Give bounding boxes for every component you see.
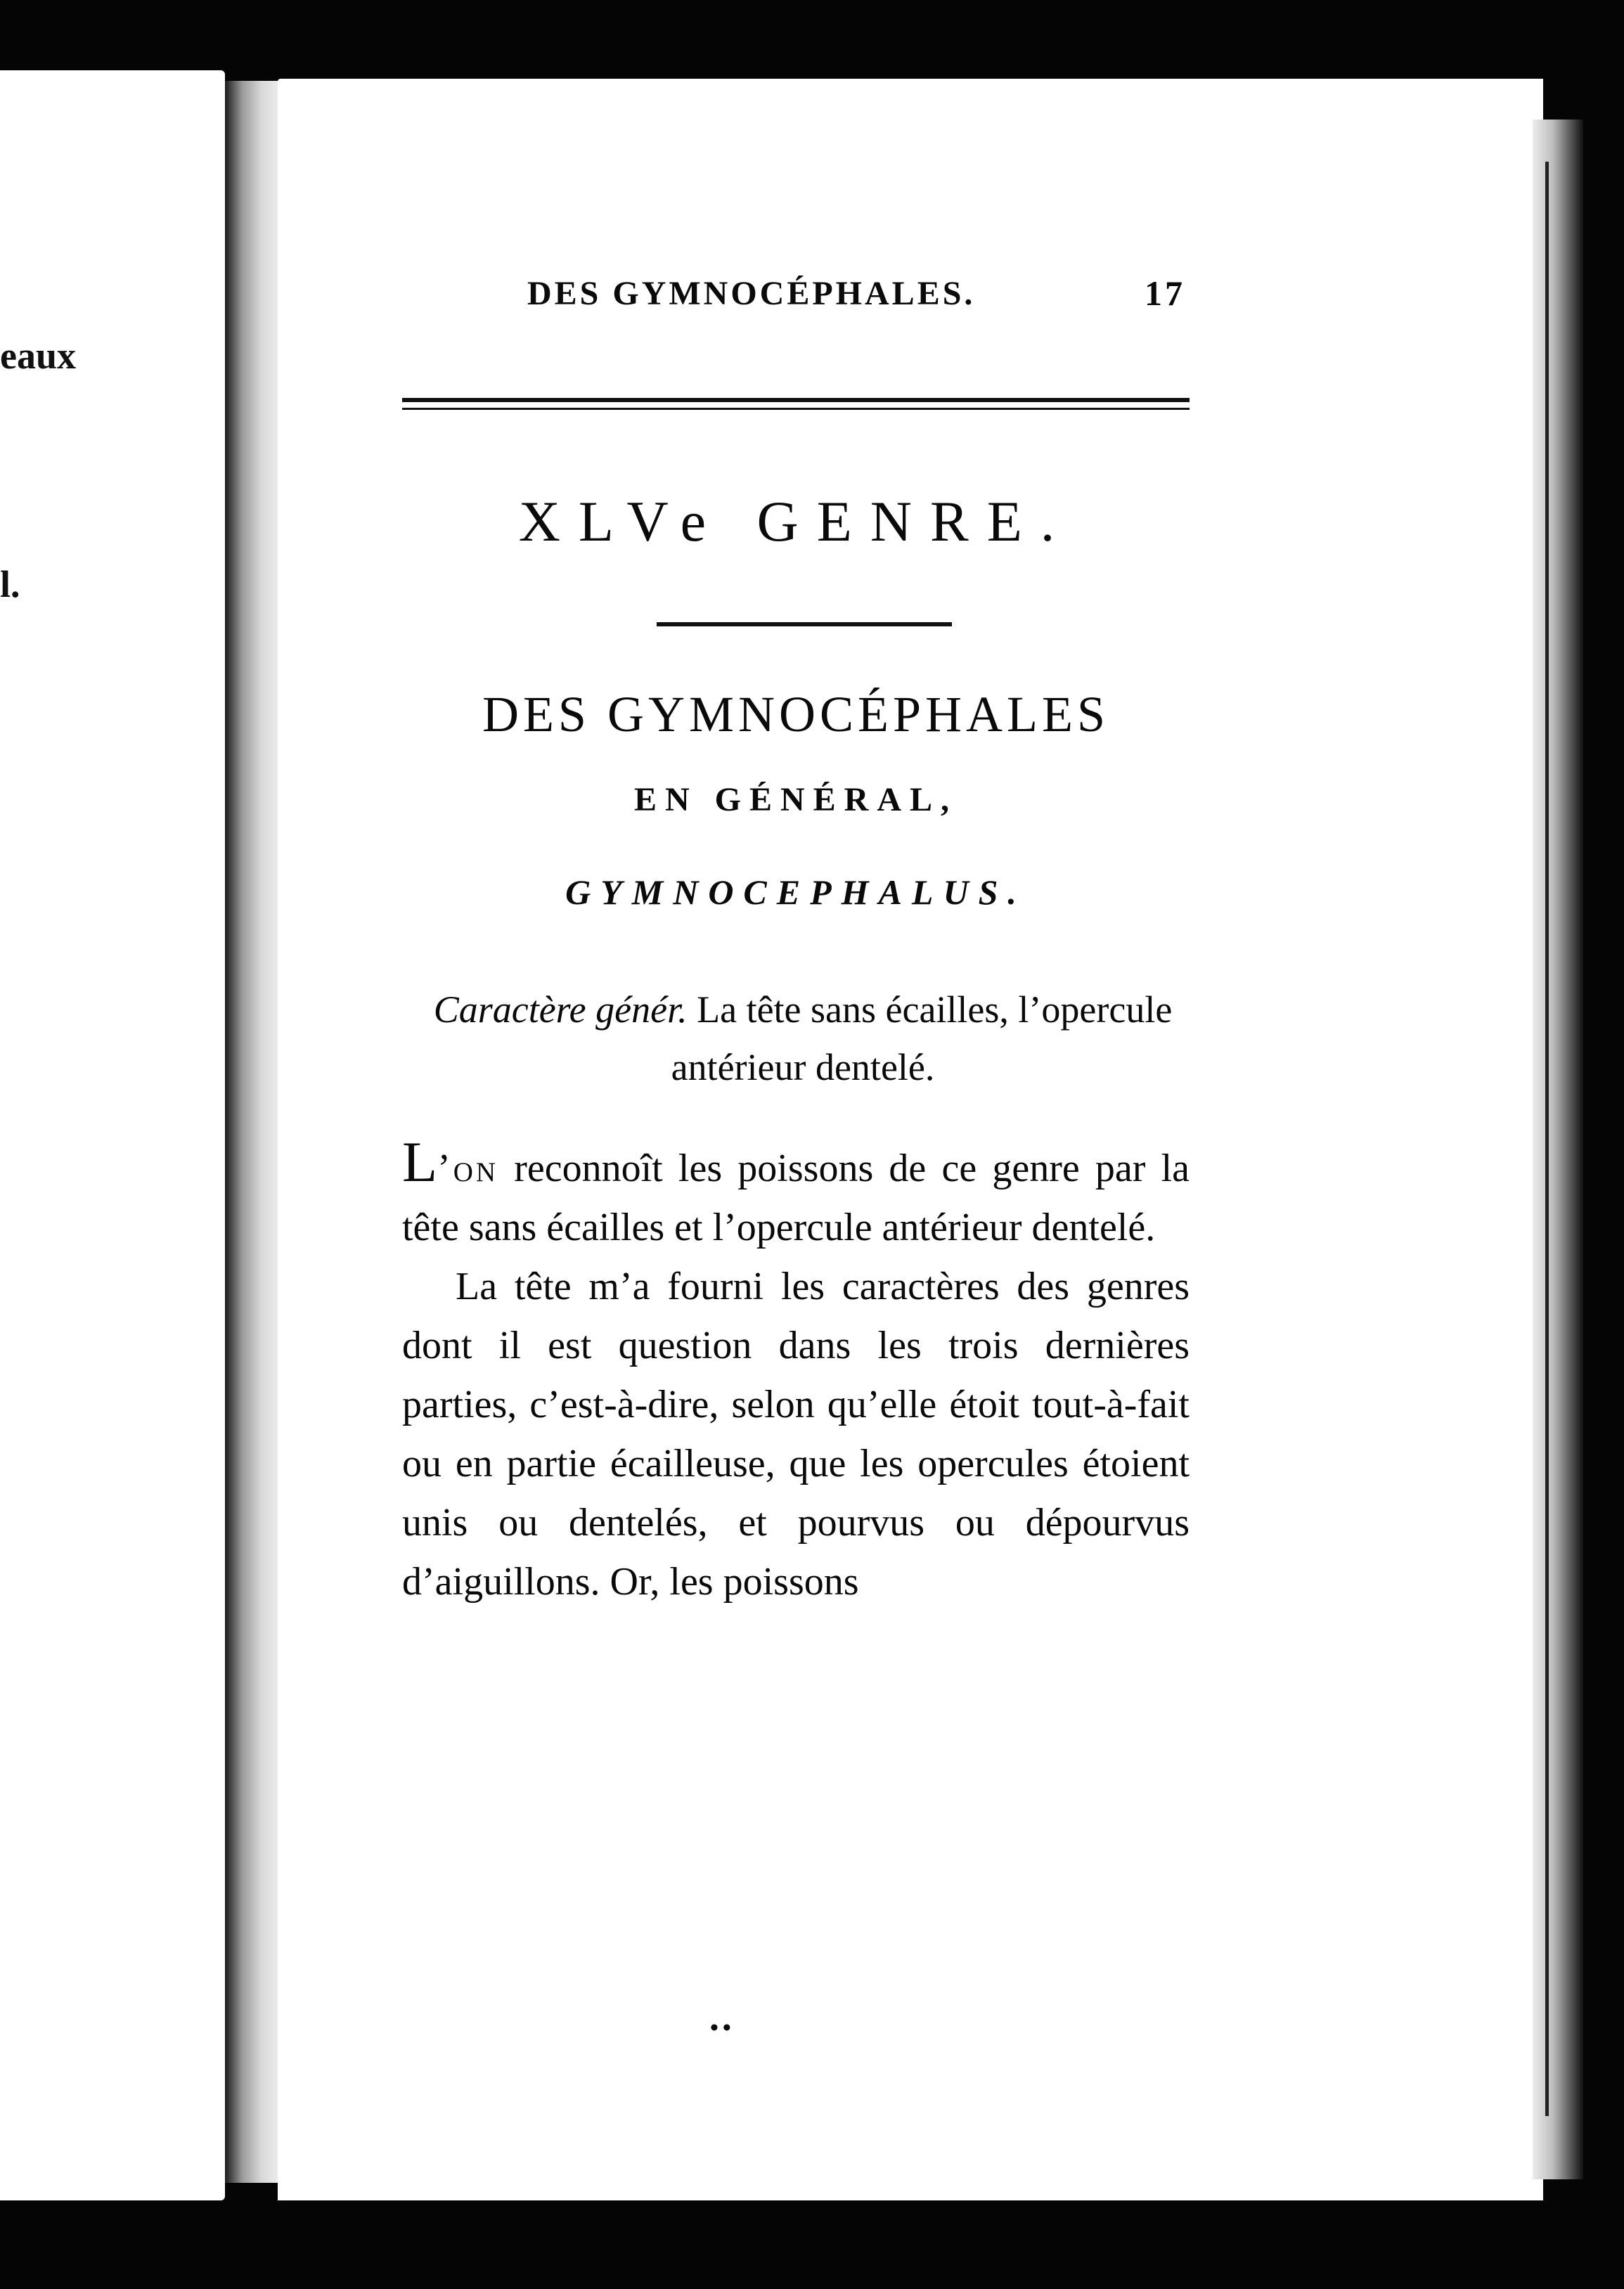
latin-genus-name: GYMNOCEPHALUS.	[565, 872, 1026, 912]
header-rule-thick	[402, 398, 1190, 402]
page-number: 17	[1145, 273, 1185, 313]
character-label: Caractère génér.	[433, 988, 688, 1031]
section-title: DES GYMNOCÉPHALES	[482, 686, 1110, 742]
genre-heading: XLVe GENRE.	[518, 489, 1074, 553]
body-text	[402, 1130, 1190, 1611]
page-content	[402, 267, 1190, 2041]
drop-cap: L	[402, 1130, 438, 1194]
opening-smallcaps: ’on	[437, 1147, 499, 1190]
paragraph-1-text: reconnoît les poissons de ce genre par la tête sans écailles et l’opercule antérieur dentelé.	[402, 1147, 1190, 1249]
running-head-title: DES GYMNOCÉPHALES.	[527, 275, 976, 312]
page-edge-shadow	[1533, 120, 1583, 2179]
page-edge-line	[1545, 162, 1549, 2116]
generic-character	[416, 981, 1190, 1096]
heading-divider	[657, 622, 952, 626]
facing-page-fragment-l: l.	[0, 563, 20, 605]
binding-gutter	[225, 81, 283, 2183]
facing-page-fragment-eaux: eaux	[0, 335, 76, 377]
header-rule-thin	[402, 408, 1190, 410]
section-subtitle: EN GÉNÉRAL,	[633, 781, 958, 818]
character-text: La tête sans écailles, l’opercule antérieur dentelé.	[671, 988, 1173, 1088]
paragraph-1	[402, 1130, 1190, 1257]
paragraph-2: La tête m’a fourni les caractères des genres dont il est question dans les trois dernières parties, c’est-à-dire, selon qu’elle étoit tout-à-fait ou en partie écailleuse, que les opercules étoient unis ou dentelés, et pourvus ou dépourvus d’aiguillons. Or, les poissons	[402, 1265, 1190, 1604]
facing-page	[0, 70, 225, 2200]
signature-mark: ••	[710, 2015, 735, 2041]
running-head	[402, 267, 1190, 323]
